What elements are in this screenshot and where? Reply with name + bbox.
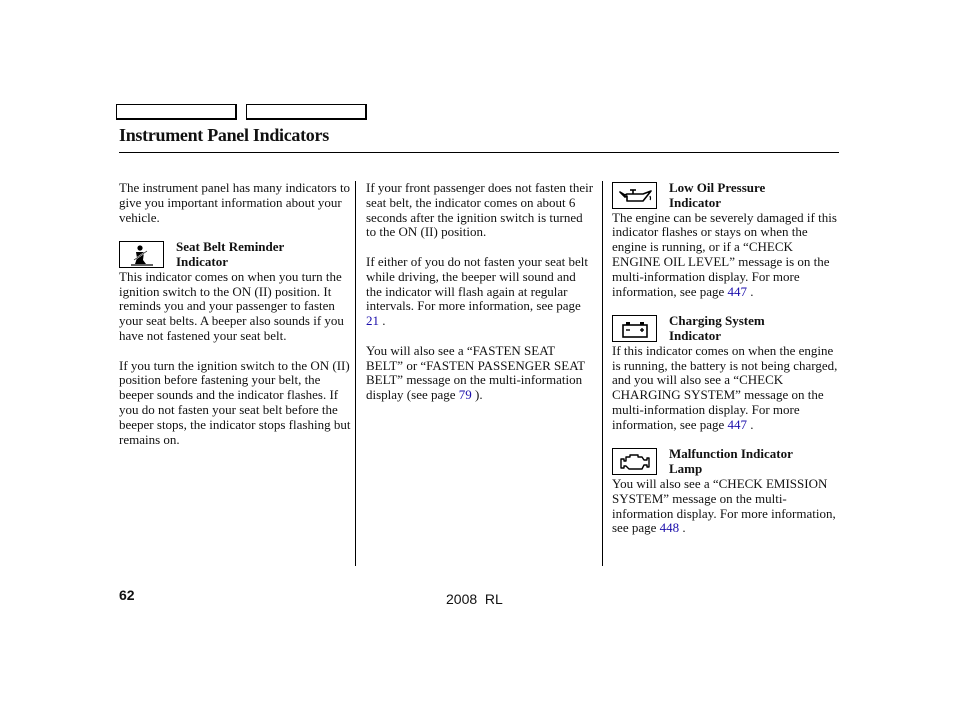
charging-title-line2: Indicator <box>669 327 721 343</box>
column-1 <box>119 181 351 462</box>
charging-indicator-heading <box>612 314 844 344</box>
malfunction-body: You will also see a “CHECK EMISSION SYSTEM” message on the multi-information display. For more information, see page <box>612 475 836 536</box>
low-oil-body: The engine can be severely damaged if this indicator flashes or stays on when the engine is running, or if a “CHECK ENGINE OIL LEVEL” message is on the multi-information display. For more information, see page <box>612 209 837 299</box>
page-link-447-charging[interactable]: 447 <box>727 416 748 432</box>
low-oil-title-line2: Indicator <box>669 194 721 210</box>
passenger-paragraph-3-end: ). <box>471 387 483 403</box>
seat-belt-paragraph-2: If you turn the ignition switch to the ON (II) position before fastening your belt, the beeper sounds and the indicator flashes. If you do not fasten your seat belt before the beeper stops, the indicator stops flashing but remains on. <box>119 357 351 447</box>
passenger-paragraph-2 <box>366 255 594 329</box>
seat-belt-indicator-heading <box>119 240 351 270</box>
page-link-21[interactable]: 21 <box>366 313 379 329</box>
nav-box-next[interactable] <box>246 104 367 120</box>
low-oil-indicator-title <box>669 181 765 211</box>
passenger-paragraph-2-text: If either of you do not fasten your seat belt while driving, the beeper will sound and the indicator will flash again at regular intervals. For more information, see page <box>366 253 589 314</box>
malfunction-indicator-heading <box>612 447 844 477</box>
seat-belt-indicator-title <box>176 240 284 270</box>
charging-paragraph <box>612 344 844 433</box>
intro-paragraph: The instrument panel has many indicators to give you important information about your vehicle. <box>119 180 351 225</box>
charging-title-line1: Charging System <box>669 313 765 329</box>
passenger-paragraph-3-text: You will also see a “FASTEN SEAT BELT” or “FASTEN PASSENGER SEAT BELT” message on the multi-information display (see page <box>366 342 585 403</box>
column-divider-2 <box>602 181 603 566</box>
passenger-paragraph-3 <box>366 344 594 403</box>
malfunction-indicator-title <box>669 447 793 477</box>
footer-model: 2008 RL <box>446 591 503 607</box>
page-link-448[interactable]: 448 <box>659 520 680 536</box>
low-oil-title-line1: Low Oil Pressure <box>669 180 766 195</box>
passenger-paragraph-2-end: . <box>379 313 386 329</box>
low-oil-end: . <box>747 283 754 299</box>
engine-icon <box>612 448 657 475</box>
seat-belt-title-line2: Indicator <box>176 253 228 269</box>
battery-icon <box>612 315 657 342</box>
seat-belt-title-line1: Seat Belt Reminder <box>176 239 285 255</box>
nav-box-previous[interactable] <box>116 104 237 120</box>
column-divider-1 <box>355 181 356 566</box>
charging-body: If this indicator comes on when the engine is running, the battery is not being charged, and you will also see a “CHECK CHARGING SYSTEM” message on the multi-information display. For more information, see page <box>612 342 838 432</box>
seat-belt-icon <box>119 241 164 268</box>
page-link-79[interactable]: 79 <box>458 387 472 403</box>
charging-indicator-title <box>669 314 765 344</box>
malfunction-end: . <box>679 520 686 536</box>
charging-end: . <box>747 416 754 432</box>
low-oil-indicator-heading <box>612 181 844 211</box>
page-title: Instrument Panel Indicators <box>119 125 329 145</box>
malfunction-title-line2: Lamp <box>669 461 703 477</box>
malfunction-title-line1: Malfunction Indicator <box>669 446 793 462</box>
title-divider <box>119 152 839 153</box>
malfunction-paragraph <box>612 477 844 536</box>
column-3 <box>612 181 844 551</box>
oil-can-icon <box>612 182 657 209</box>
low-oil-paragraph <box>612 211 844 300</box>
seat-belt-paragraph-1: This indicator comes on when you turn the ignition switch to the ON (II) position. It reminds you and your passenger to fasten your seat belts. A beeper also sounds if you have not fastened your seat belt. <box>119 268 344 343</box>
column-2 <box>366 181 594 418</box>
page-number: 62 <box>119 587 135 603</box>
page-link-447-oil[interactable]: 447 <box>727 283 748 299</box>
passenger-paragraph-1: If your front passenger does not fasten their seat belt, the indicator comes on about 6 seconds after the ignition switch is turned to the ON (II) position. <box>366 180 594 240</box>
